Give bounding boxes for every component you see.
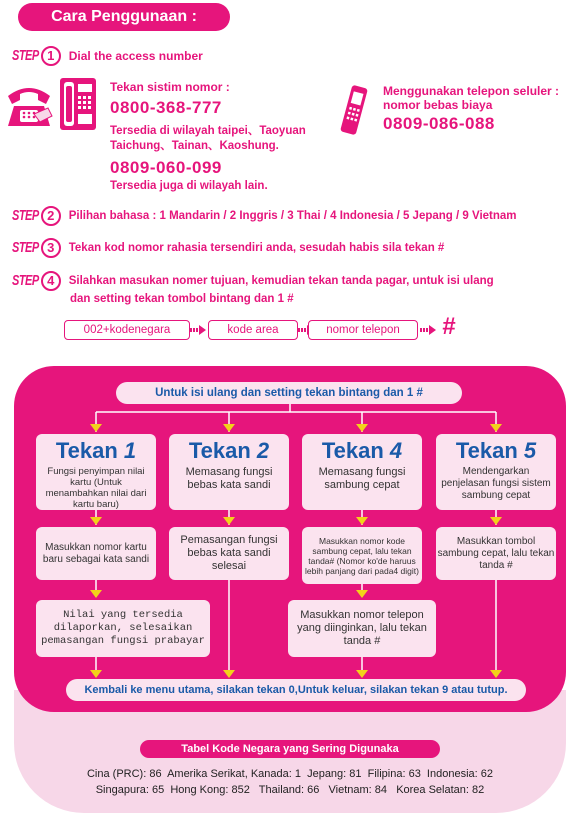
option-5-step-2: Masukkan tombol sambung cepat, lalu tekan tanda # — [436, 527, 556, 580]
step-4-text-2: dan setting tekan tombol bintang dan 1 # — [70, 293, 294, 305]
landline-number-2: 0809-060-099 — [110, 158, 222, 177]
flow-top-instruction: Untuk isi ulang dan setting tekan bintang dan 1 # — [116, 382, 462, 404]
step-word: STEP — [12, 240, 39, 256]
dial-phone-number: nomor telepon — [308, 320, 418, 340]
option-heading: Tekan 5 — [455, 438, 537, 463]
option-card-5 — [436, 434, 556, 510]
option-4-step-3: Masukkan nomor telepon yang diinginkan, lalu tekan tanda # — [288, 600, 436, 657]
page-title: Cara Penggunaan : — [18, 3, 230, 31]
option-2-step-2: Pemasangan fungsi bebas kata sandi selesai — [169, 527, 289, 580]
option-description: Mendengarkan penjelasan fungsi sistem sambung cepat — [441, 466, 551, 501]
mobile-number: 0809-086-088 — [383, 114, 495, 133]
option-card-2 — [169, 434, 289, 510]
step-number: 2 — [41, 206, 61, 226]
landline-label: Tekan sistim nomor : — [110, 80, 230, 94]
landline-availability-1b: Taichung、Tainan、Kaoshung. — [110, 140, 279, 152]
option-1-step-3: Nilai yang tersedia dilaporkan, selesaikan pemasangan fungsi prabayar — [36, 600, 210, 657]
flow-bottom-instruction: Kembali ke menu utama, silakan tekan 0,Untuk keluar, silakan tekan 9 atau tutup. — [66, 679, 526, 701]
step-text: Silahkan masukan nomer tujuan, kemudian tekan tanda pagar, untuk isi ulang — [68, 275, 494, 287]
option-4-step-2: Masukkan nomor kode sambung cepat, lalu tekan tanda# (Nomor ko'de haruus lebih panjang dari pada4 digit) — [302, 527, 422, 584]
dial-area-code: kode area — [208, 320, 298, 340]
step-word: STEP — [12, 273, 39, 289]
step-number: 4 — [41, 271, 61, 291]
option-heading: Tekan 1 — [55, 438, 137, 463]
option-description: Memasang fungsi sambung cepat — [318, 466, 406, 491]
mobile-label-2: nomor bebas biaya — [383, 98, 493, 112]
landline-availability-1a: Tersedia di wilayah taipei、Taoyuan — [110, 125, 306, 137]
option-description: Memasang fungsi bebas kata sandi — [185, 466, 273, 491]
step-text: Pilihan bahasa : 1 Mandarin / 2 Inggris / 3 Thai / 4 Indonesia / 5 Jepang / 9 Vietnam — [68, 210, 517, 222]
option-1-step-2: Masukkan nomor kartu baru sebagai kata sandi — [36, 527, 156, 580]
step-number: 1 — [41, 46, 61, 66]
mobile-label-1: Menggunakan telepon seluler : — [383, 84, 560, 98]
landline-availability-2: Tersedia juga di wilayah lain. — [110, 180, 268, 192]
step-text: Dial the access number — [68, 49, 203, 63]
country-codes-row-2: Singapura: 65 Hong Kong: 852 Thailand: 66 Vietnam: 84 Korea Selatan: 82 — [95, 784, 485, 796]
country-codes-row-1: Cina (PRC): 86 Amerika Serikat, Kanada: 1 Jepang: 81 Filipina: 63 Indonesia: 62 — [86, 768, 493, 780]
step-number: 3 — [41, 238, 61, 258]
landline-number-1: 0800-368-777 — [110, 98, 222, 117]
option-description: Fungsi penyimpan nilai kartu (Untuk menambahkan nilai dari kartu baru) — [45, 466, 147, 510]
step-word: STEP — [12, 48, 39, 64]
step-word: STEP — [12, 208, 39, 224]
option-heading: Tekan 2 — [188, 438, 270, 463]
option-card-1 — [36, 434, 156, 510]
dial-hash: # — [442, 313, 456, 340]
step-text: Tekan kod nomor rahasia tersendiri anda, sesudah habis sila tekan # — [68, 242, 445, 254]
dial-country-code: 002+kodenegara — [64, 320, 190, 340]
option-heading: Tekan 4 — [321, 438, 403, 463]
option-card-4 — [302, 434, 422, 510]
country-table-title: Tabel Kode Negara yang Sering Digunaka — [140, 740, 440, 758]
